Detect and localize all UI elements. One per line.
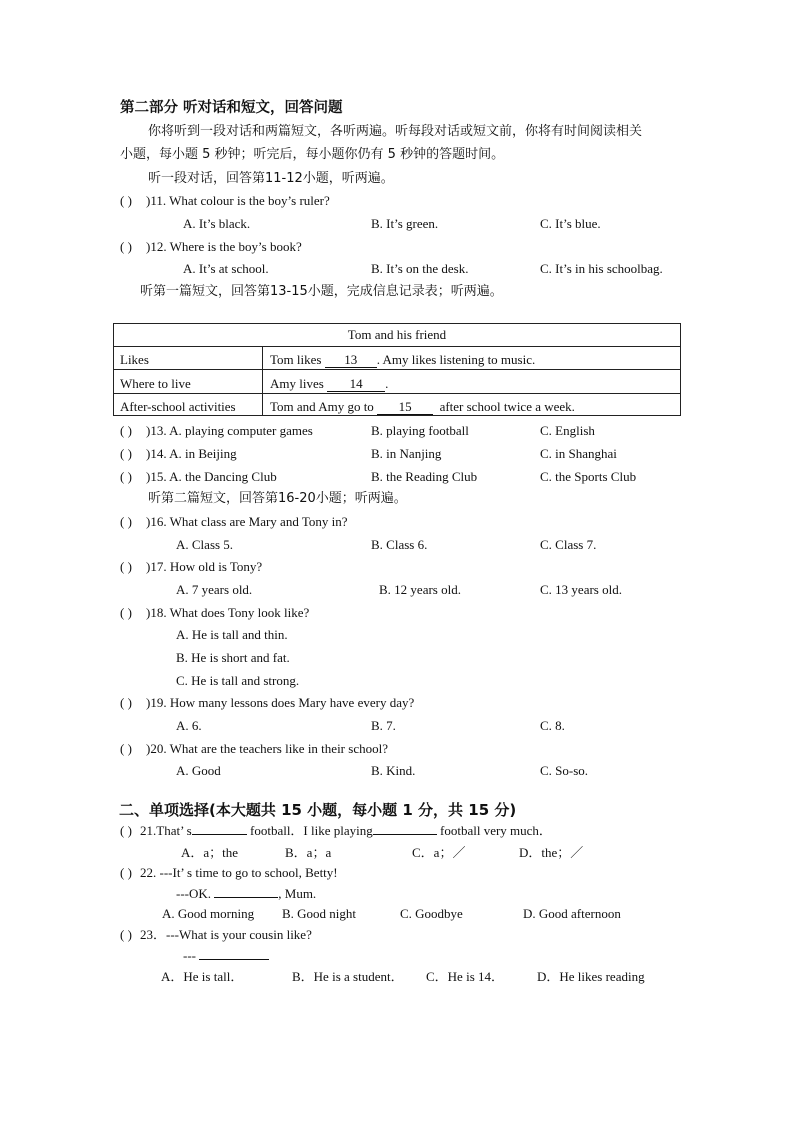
question-17-option-b: B. 12 years old.	[379, 582, 461, 597]
table-row-label-activities: After-school activities	[120, 399, 236, 414]
question-23-reply: ---	[183, 948, 200, 963]
table-row-likes-text: Tom likes	[270, 352, 325, 367]
question-12-stem: )12. Where is the boy’s book?	[146, 239, 302, 254]
question-19-stem: )19. How many lessons does Mary have every day?	[146, 695, 415, 710]
table-title: Tom and his friend	[347, 327, 447, 342]
question-16-stem: )16. What class are Mary and Tony in?	[146, 514, 348, 529]
question-20-option-c: C. So-so.	[540, 763, 589, 778]
question-11-option-c: C. It’s blue.	[540, 216, 601, 231]
question-21-text: 21.That’ s	[140, 823, 192, 838]
question-12-option-c: C. It’s in his schoolbag.	[540, 261, 663, 276]
table-row-where-text: Amy lives	[270, 376, 328, 391]
question-22-option-a: A. Good morning	[162, 906, 255, 921]
question-15-stem: )15. A. the Dancing Club	[146, 469, 277, 484]
passage-2-instruction: 听第二篇短文，回答第16-20小题；听两遍。	[148, 491, 407, 506]
question-23-line-2	[183, 948, 269, 964]
table-row-where-text-end: .	[385, 376, 389, 391]
answer-paren: ( )	[120, 469, 132, 484]
question-17-stem: )17. How old is Tony?	[146, 559, 263, 574]
question-13-option-c: C. English	[540, 423, 595, 438]
question-18-stem: )18. What does Tony look like?	[146, 605, 310, 620]
question-22-line-2	[176, 886, 316, 902]
question-14-option-c: C. in Shanghai	[540, 446, 617, 461]
question-23-option-b: B．He is a student．	[292, 969, 404, 984]
question-21-option-a: A．a；the	[181, 845, 239, 860]
blank-22	[214, 897, 278, 898]
blank-14: 14	[327, 377, 385, 392]
question-14-option-b: B. in Nanjing	[371, 446, 442, 461]
question-21-text-mid: football．I like playing	[246, 823, 373, 838]
answer-paren: ( )	[120, 446, 132, 461]
question-15-option-c: C. the Sports Club	[540, 469, 637, 484]
answer-paren: ( )	[120, 605, 132, 620]
question-20-option-b: B. Kind.	[371, 763, 416, 778]
answer-paren: ( )	[120, 695, 132, 710]
question-16-option-b: B. Class 6.	[371, 537, 428, 552]
question-14-stem: )14. A. in Beijing	[146, 446, 237, 461]
answer-paren: ( )	[120, 865, 132, 880]
info-record-table	[113, 323, 681, 416]
question-22-option-d: D. Good afternoon	[523, 906, 621, 921]
answer-paren: ( )	[120, 514, 132, 529]
answer-paren: ( )	[120, 823, 132, 838]
question-19-option-a: A. 6.	[176, 718, 202, 733]
table-row-activities-value	[270, 399, 575, 415]
question-21-option-d: D．the；／	[519, 845, 584, 860]
question-11-option-b: B. It’s green.	[371, 216, 439, 231]
question-21-option-c: C．a；／	[412, 845, 466, 860]
table-row-label-where: Where to live	[120, 376, 191, 391]
question-11-option-a: A. It’s black.	[183, 216, 251, 231]
answer-paren: ( )	[120, 193, 132, 208]
table-row-likes-text-end: . Amy likes listening to music.	[376, 352, 536, 367]
question-20-stem: )20. What are the teachers like in their school?	[146, 741, 388, 756]
question-21-text-end: football very much．	[436, 823, 552, 838]
blank-23	[199, 959, 269, 960]
question-22-reply-end: , Mum.	[278, 886, 317, 901]
answer-paren: ( )	[120, 423, 132, 438]
dialog-instruction: 听一段对话，回答第11-12小题，听两遍。	[148, 171, 394, 186]
blank-13: 13	[325, 353, 377, 368]
question-11-stem: )11. What colour is the boy’s ruler?	[146, 193, 330, 208]
question-22-reply: ---OK.	[176, 886, 215, 901]
question-16-option-a: A. Class 5.	[176, 537, 234, 552]
blank-21b	[373, 834, 437, 835]
question-12-option-a: A. It’s at school.	[183, 261, 269, 276]
question-13-option-b: B. playing football	[371, 423, 469, 438]
question-17-option-c: C. 13 years old.	[540, 582, 622, 597]
answer-paren: ( )	[120, 559, 132, 574]
table-row-where-value	[270, 376, 388, 392]
answer-paren: ( )	[120, 927, 132, 942]
question-22-option-b: B. Good night	[282, 906, 357, 921]
table-row-activities-text-end: after school twice a week.	[439, 399, 575, 414]
question-22-stem: 22. ---It’ s time to go to school, Betty!	[140, 865, 338, 880]
question-23-option-d: D．He likes reading	[537, 969, 645, 984]
answer-paren: ( )	[120, 239, 132, 254]
question-19-option-b: B. 7.	[371, 718, 396, 733]
question-18-option-b: B. He is short and fat.	[176, 650, 290, 665]
question-18-option-c: C. He is tall and strong.	[176, 673, 300, 688]
question-23-stem: 23．---What is your cousin like?	[140, 927, 312, 942]
intro-line-2: 小题，每小题 5 秒钟；听完后，每小题你仍有 5 秒钟的答题时间。	[120, 147, 505, 162]
question-20-option-a: A. Good	[176, 763, 221, 778]
question-12-option-b: B. It’s on the desk.	[371, 261, 469, 276]
blank-21a	[192, 834, 247, 835]
question-23-option-c: C．He is 14．	[426, 969, 505, 984]
table-row-activities-text: Tom and Amy go to	[270, 399, 378, 414]
section-title: 第二部分 听对话和短文，回答问题	[120, 100, 343, 116]
question-16-option-c: C. Class 7.	[540, 537, 597, 552]
passage-1-instruction: 听第一篇短文，回答第13-15小题，完成信息记录表；听两遍。	[140, 284, 503, 299]
question-17-option-a: A. 7 years old.	[176, 582, 253, 597]
question-23-option-a: A．He is tall．	[161, 969, 244, 984]
table-row-likes-value	[270, 352, 535, 368]
intro-line-1: 你将听到一段对话和两篇短文，各听两遍。听每段对话或短文前，你将有时间阅读相关	[148, 124, 643, 139]
question-21-stem	[140, 823, 552, 839]
single-choice-title: 二、单项选择(本大题共 15 小题，每小题 1 分，共 15 分)	[119, 801, 517, 819]
question-21-option-b: B．a；a	[285, 845, 332, 860]
table-row-label-likes: Likes	[120, 352, 149, 367]
answer-paren: ( )	[120, 741, 132, 756]
question-19-option-c: C. 8.	[540, 718, 565, 733]
question-18-option-a: A. He is tall and thin.	[176, 627, 288, 642]
question-15-option-b: B. the Reading Club	[371, 469, 478, 484]
blank-15: 15	[377, 400, 433, 415]
question-13-stem: )13. A. playing computer games	[146, 423, 313, 438]
question-22-option-c: C. Goodbye	[400, 906, 463, 921]
